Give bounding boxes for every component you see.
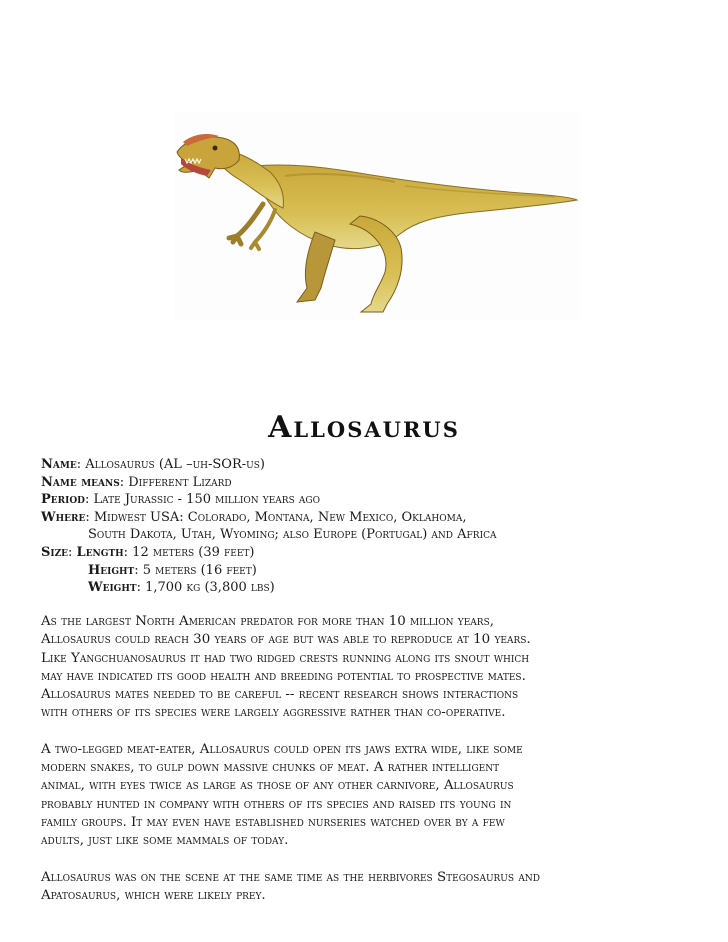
fact-label: Name bbox=[41, 457, 77, 472]
fact-label: Name means bbox=[41, 474, 120, 490]
fact-label: Where bbox=[41, 509, 86, 525]
text-line: may have indicated its good health and breeding potential to prospective mates. bbox=[41, 668, 526, 684]
dinosaur-image bbox=[175, 112, 580, 320]
fact-height bbox=[41, 562, 721, 580]
paragraph bbox=[41, 741, 721, 851]
text-line: A two-legged meat-eater, Allosaurus could open its jaws extra wide, like some bbox=[41, 741, 523, 757]
fact-separator: : bbox=[68, 544, 77, 560]
text-line: with others of its species were largely aggressive rather than co-operative. bbox=[41, 705, 506, 721]
text-line: animal, with eyes twice as large as those of any other carnivore, Allosaurus bbox=[41, 778, 514, 794]
paragraph bbox=[41, 869, 721, 906]
fact-label: Height bbox=[88, 562, 135, 578]
allosaurus-illustration bbox=[175, 112, 580, 320]
fact-value: : 1,700 kg (3,800 lbs) bbox=[136, 580, 275, 596]
body-text bbox=[41, 613, 721, 923]
fact-label: Size bbox=[41, 544, 69, 560]
text-line: modern snakes, to gulp down massive chunks of meat. A rather intelligent bbox=[41, 760, 500, 776]
fact-where-continued: South Dakota, Utah, Wyoming; also Europe (Portugal) and Africa bbox=[88, 527, 497, 543]
fact-name-means bbox=[41, 474, 721, 492]
paragraph bbox=[41, 613, 721, 723]
text-line: Apatosaurus, which were likely prey. bbox=[41, 887, 266, 903]
fact-value: : Different Lizard bbox=[119, 474, 232, 490]
text-line: As the largest North American predator for more than 10 million years, bbox=[41, 614, 495, 629]
fact-name bbox=[41, 456, 721, 474]
fact-period bbox=[41, 491, 721, 509]
fact-weight bbox=[41, 579, 721, 597]
text-line: Allosaurus could reach 30 years of age but was able to reproduce at 10 years. bbox=[41, 632, 531, 648]
fact-label: Length bbox=[76, 544, 124, 560]
fact-where bbox=[41, 509, 721, 527]
fact-sheet bbox=[41, 456, 721, 597]
text-line: Allosaurus mates needed to be careful -- recent research shows interactions bbox=[41, 687, 519, 703]
text-line: Like Yangchuanosaurus it had two ridged crests running along its snout which bbox=[41, 650, 530, 666]
fact-size bbox=[41, 544, 721, 562]
fact-label: Weight bbox=[88, 580, 137, 596]
fact-label: Period bbox=[41, 492, 85, 508]
fact-value: : 5 meters (16 feet) bbox=[134, 562, 257, 578]
fact-value: : Late Jurassic - 150 million years ago bbox=[84, 492, 320, 508]
fact-value: : 12 meters (39 feet) bbox=[123, 544, 255, 560]
text-line: family groups. It may even have established nurseries watched over by a few bbox=[41, 814, 505, 830]
fact-value: : Midwest USA: Colorado, Montana, New Mexico, Oklahoma, bbox=[85, 509, 467, 525]
fact-value: : Allosaurus (AL –uh-SOR-us) bbox=[76, 457, 265, 472]
text-line: Allosaurus was on the scene at the same time as the herbivores Stegosaurus and bbox=[41, 869, 540, 885]
page-title: Allosaurus bbox=[268, 410, 460, 445]
text-line: adults, just like some mammals of today. bbox=[41, 833, 289, 849]
text-line: probably hunted in company with others of its species and raised its young in bbox=[41, 796, 512, 812]
